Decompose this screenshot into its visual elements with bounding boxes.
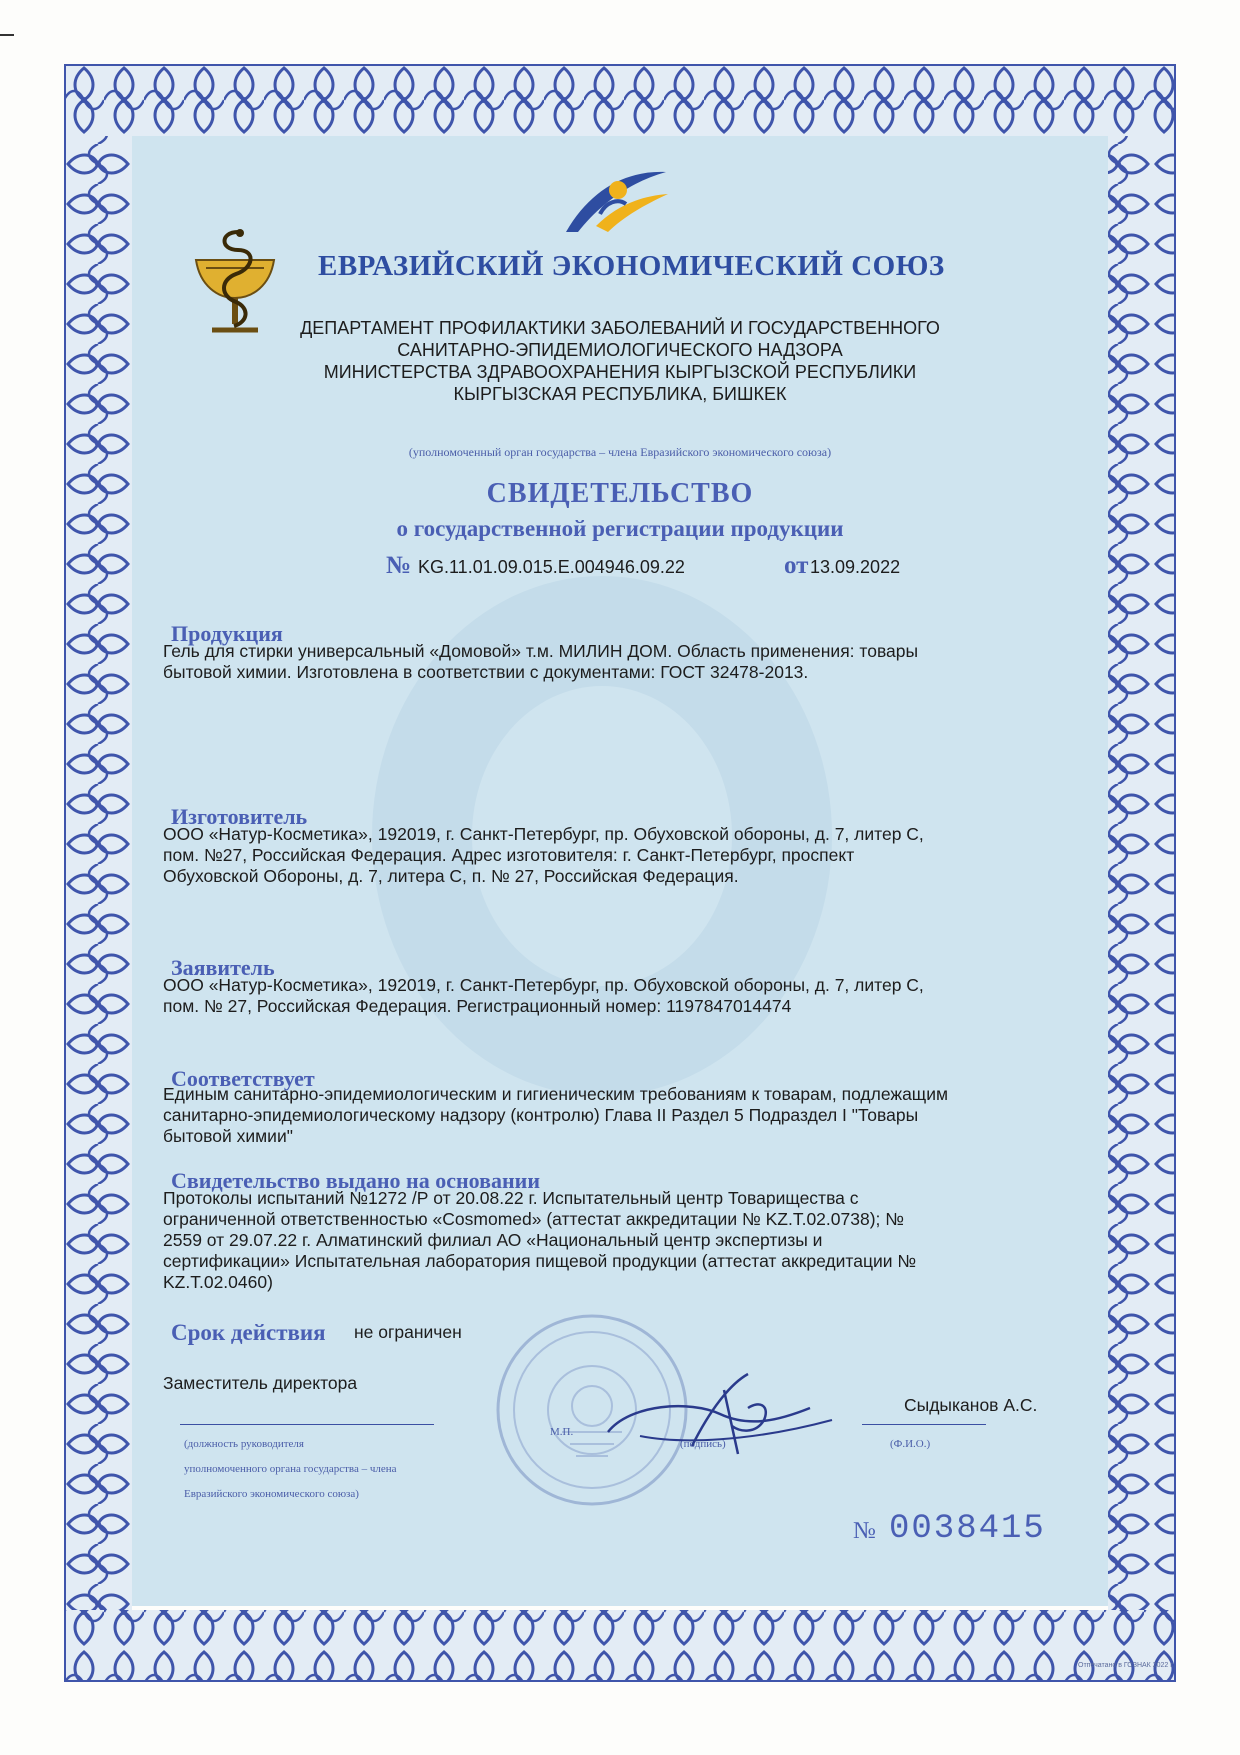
department-line: КЫРГЫЗСКАЯ РЕСПУБЛИКА, БИШКЕК <box>453 384 787 404</box>
position-line <box>180 1424 434 1425</box>
text-line: санитарно-эпидемиологическому надзору (контролю) Глава II Раздел 5 Подраздел I "Товары <box>163 1105 919 1125</box>
product-heading: Продукция <box>171 621 283 646</box>
position-caption <box>184 1432 397 1507</box>
scan-corner-mark <box>0 34 14 36</box>
manufacturer-text <box>163 824 1063 887</box>
text-line: пом. №27, Российская Федерация. Адрес изготовителя: г. Санкт-Петербург, проспект <box>163 845 855 865</box>
union-title: ЕВРАЗИЙСКИЙ ЭКОНОМИЧЕСКИЙ СОЮЗ <box>318 250 945 282</box>
signature-caption: (подпись) <box>680 1438 726 1450</box>
blank-number-label: № <box>853 1518 876 1544</box>
validity-value: не ограничен <box>354 1322 462 1342</box>
blank-number: 0038415 <box>889 1510 1046 1548</box>
text-line: 2559 от 29.07.22 г. Алматинский филиал АО «Национальный центр экспертизы и <box>163 1230 823 1250</box>
caption-line: Евразийского экономического союза) <box>184 1488 359 1500</box>
text-line: Гель для стирки универсальный «Домовой» т.м. МИЛИН ДОМ. Область применения: товары <box>163 641 919 661</box>
name-caption: (Ф.И.О.) <box>890 1438 931 1450</box>
text-line: ограниченной ответственностью «Cosmomed» (аттестат аккредитации № KZ.T.02.0738); № <box>163 1209 905 1229</box>
authority-note: (уполномоченный орган государства – члена Евразийского экономического союза) <box>408 445 832 459</box>
text-line: бытовой химии" <box>163 1126 293 1146</box>
seal-caption: М.П. <box>550 1426 574 1438</box>
signer-name: Сыдыканов А.С. <box>904 1395 1038 1415</box>
handwritten-signature <box>600 1370 840 1460</box>
certificate-title: СВИДЕТЕЛЬСТВО <box>486 478 754 509</box>
validity-heading: Срок действия <box>171 1320 326 1345</box>
department-line: МИНИСТЕРСТВА ЗДРАВООХРАНЕНИЯ КЫРГЫЗСКОЙ РЕСПУБЛИКИ <box>323 362 917 382</box>
name-line <box>862 1424 986 1425</box>
caption-line: уполномоченного органа государства – члена <box>184 1463 397 1475</box>
printer-mark: Отпечатано в ГОЗНАК 2022 г. <box>1078 1662 1174 1669</box>
text-line: KZ.T.02.0460) <box>163 1272 273 1292</box>
department-line: ДЕПАРТАМЕНТ ПРОФИЛАКТИКИ ЗАБОЛЕВАНИЙ И ГОСУДАРСТВЕННОГО <box>300 318 940 338</box>
text-line: сертификации» Испытательная лаборатория пищевой продукции (аттестат аккредитации № <box>163 1251 917 1271</box>
conforms-text <box>163 1084 1063 1147</box>
basis-text <box>163 1188 1063 1293</box>
applicant-text <box>163 975 1063 1017</box>
department-line: САНИТАРНО-ЭПИДЕМИОЛОГИЧЕСКОГО НАДЗОРА <box>397 340 843 360</box>
text-line: бытовой химии. Изготовлена в соответствии с документами: ГОСТ 32478-2013. <box>163 662 809 682</box>
certificate-number: KG.11.01.09.015.E.004946.09.22 <box>418 557 685 577</box>
certificate-subtitle: о государственной регистрации продукции <box>396 516 844 541</box>
text-line: Единым санитарно-эпидемиологическим и гигиеническим требованиям к товарам, подлежащим <box>163 1084 949 1104</box>
text-line: ООО «Натур-Косметика», 192019, г. Санкт-Петербург, пр. Обуховской обороны, д. 7, литер С, <box>163 975 924 995</box>
basis-heading: Свидетельство выдано на основании <box>171 1168 541 1193</box>
applicant-heading: Заявитель <box>171 955 275 980</box>
department-name <box>200 317 1040 405</box>
text-line: ООО «Натур-Косметика», 192019, г. Санкт-Петербург, пр. Обуховской обороны, д. 7, литер С, <box>163 824 924 844</box>
signer-position: Заместитель директора <box>163 1373 358 1393</box>
number-label: № <box>386 552 412 579</box>
product-text <box>163 641 1063 683</box>
date-label: от <box>784 552 809 579</box>
text-line: пом. № 27, Российская Федерация. Регистрационный номер: 1197847014474 <box>163 996 792 1016</box>
text-line: Обуховской Обороны, д. 7, литера С, п. № 27, Российская Федерация. <box>163 866 739 886</box>
manufacturer-heading: Изготовитель <box>171 804 308 829</box>
eaeu-emblem <box>560 166 672 238</box>
caption-line: (должность руководителя <box>184 1438 304 1450</box>
certificate-date: 13.09.2022 <box>810 557 901 577</box>
conforms-heading: Соответствует <box>171 1066 315 1091</box>
text-line: Протоколы испытаний №1272 /Р от 20.08.22 г. Испытательный центр Товарищества с <box>163 1188 859 1208</box>
